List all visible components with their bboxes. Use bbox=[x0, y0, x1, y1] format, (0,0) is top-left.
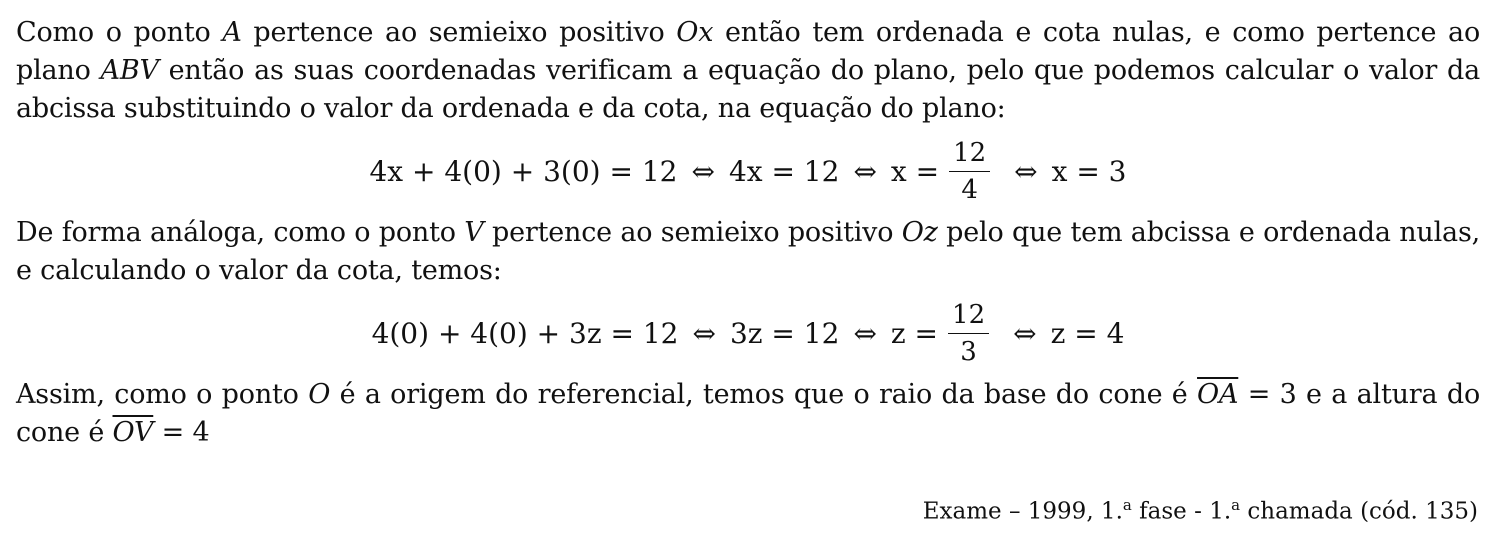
equation-height bbox=[16, 292, 1480, 374]
text: então tem ordenada e cota nulas, e como pertence ao plano bbox=[16, 17, 1481, 86]
equivalence-symbol: ⇔ bbox=[853, 154, 877, 188]
math-var: V bbox=[464, 217, 484, 248]
math-var: Oz bbox=[901, 217, 938, 248]
text: pelo que tem abcissa e ordenada nulas, e calculando o valor da cota, temos: bbox=[16, 217, 1480, 286]
fraction-numerator: 12 bbox=[948, 299, 989, 334]
equivalence-symbol: ⇔ bbox=[1013, 316, 1037, 350]
text: Como o ponto bbox=[16, 17, 223, 48]
equation-abscissa bbox=[16, 130, 1480, 212]
fraction bbox=[949, 137, 990, 206]
text: pertence ao semieixo positivo bbox=[241, 17, 677, 48]
math-var: A bbox=[222, 17, 242, 48]
equation-lhs: 4(0) + 4(0) + 3z = 12 bbox=[371, 316, 679, 350]
paragraph-conclusion bbox=[16, 376, 1480, 452]
superscript: a bbox=[1231, 496, 1241, 514]
text: pertence ao semieixo positivo bbox=[483, 217, 902, 248]
equation-result: x = 3 bbox=[1051, 154, 1127, 188]
exam-source bbox=[923, 496, 1478, 525]
segment-ov: $\overline{OV}$ bbox=[112, 417, 154, 448]
text: é a origem do referencial, temos que o raio da base do cone é bbox=[330, 379, 1198, 410]
fraction-denominator: 3 bbox=[960, 336, 977, 367]
equation-result: z = 4 bbox=[1050, 316, 1125, 350]
fraction bbox=[948, 299, 989, 368]
equation-lhs: 4x + 4(0) + 3(0) = 12 bbox=[369, 154, 678, 188]
segment-oa: $\overline{OA}$ bbox=[1197, 379, 1239, 410]
fraction-denominator: 4 bbox=[961, 174, 978, 205]
superscript: a bbox=[1122, 496, 1132, 514]
equivalence-symbol: ⇔ bbox=[853, 316, 877, 350]
text: De forma análoga, como o ponto bbox=[16, 217, 465, 248]
equation-var: x = bbox=[890, 154, 940, 188]
text: fase - 1. bbox=[1131, 498, 1232, 525]
text: = 4 bbox=[153, 417, 210, 448]
text: = 3 e a altura do cone é bbox=[16, 379, 1481, 448]
fraction-numerator: 12 bbox=[949, 137, 990, 172]
text: então as suas coordenadas verificam a equação do plano, pelo que podemos calcular o valor da abcissa substituindo o valor da ordenada e da cota, na equação do plano: bbox=[16, 55, 1480, 124]
paragraph-point-v bbox=[16, 214, 1480, 290]
math-var: O bbox=[308, 379, 331, 410]
math-var: ABV bbox=[100, 55, 159, 86]
equivalence-symbol: ⇔ bbox=[691, 154, 715, 188]
text: Exame – 1999, 1. bbox=[922, 498, 1123, 525]
equation-step: 3z = 12 bbox=[729, 316, 840, 350]
text: Assim, como o ponto bbox=[16, 379, 309, 410]
equivalence-symbol: ⇔ bbox=[1014, 154, 1038, 188]
equivalence-symbol: ⇔ bbox=[692, 316, 716, 350]
paragraph-point-a bbox=[16, 14, 1480, 128]
equation-var: z = bbox=[890, 316, 939, 350]
equation-step: 4x = 12 bbox=[728, 154, 840, 188]
text: chamada (cód. 135) bbox=[1240, 498, 1478, 525]
math-var: Ox bbox=[676, 17, 714, 48]
